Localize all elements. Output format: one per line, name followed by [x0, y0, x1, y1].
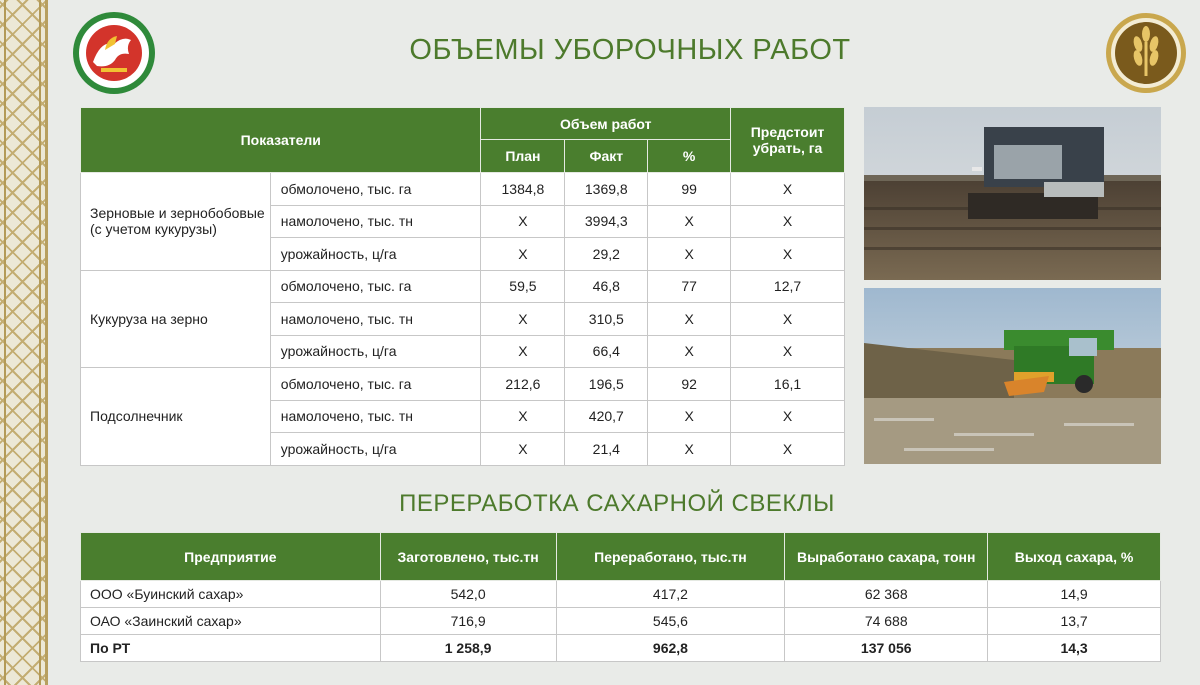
fact-value: 29,2: [565, 238, 648, 271]
table-row: [81, 173, 845, 206]
table-row: [81, 368, 845, 401]
processed-value: 417,2: [556, 581, 785, 608]
percent-value: 92: [648, 368, 731, 401]
harvested-value: 542,0: [380, 581, 556, 608]
metric-label: урожайность, ц/га: [270, 335, 481, 368]
metric-label: намолочено, тыс. тн: [270, 303, 481, 336]
percent-value: X: [648, 433, 731, 466]
header-processed: Переработано, тыс.тн: [556, 533, 785, 581]
header-harvested: Заготовлено, тыс.тн: [380, 533, 556, 581]
fact-value: 21,4: [565, 433, 648, 466]
percent-value: 77: [648, 270, 731, 303]
metric-label: намолочено, тыс. тн: [270, 400, 481, 433]
plan-value: 59,5: [481, 270, 565, 303]
sugar-output-value: 137 056: [785, 635, 988, 662]
table-row-total: [81, 635, 1161, 662]
fact-value: 66,4: [565, 335, 648, 368]
fact-value: 1369,8: [565, 173, 648, 206]
decorative-border-ornament: [0, 0, 48, 685]
header-sugar-output: Выработано сахара, тонн: [785, 533, 988, 581]
processed-value: 545,6: [556, 608, 785, 635]
plan-value: 212,6: [481, 368, 565, 401]
metric-label: урожайность, ц/га: [270, 238, 481, 271]
fact-value: 310,5: [565, 303, 648, 336]
page-title: ОБЪЕМЫ УБОРОЧНЫХ РАБОТ: [409, 34, 851, 66]
enterprise-name: ООО «Буинский сахар»: [81, 581, 381, 608]
percent-value: X: [648, 335, 731, 368]
percent-value: X: [648, 238, 731, 271]
header-remaining: Предстоит убрать, га: [731, 108, 845, 173]
processed-value: 962,8: [556, 635, 785, 662]
plan-value: X: [481, 433, 565, 466]
crop-name: Зерновые и зернобобовые (с учетом кукурузы): [81, 173, 271, 271]
plan-value: X: [481, 238, 565, 271]
remaining-value: 12,7: [731, 270, 845, 303]
combine-harvester-sunflower-field-photo: [864, 107, 1161, 280]
metric-label: урожайность, ц/га: [270, 433, 481, 466]
harvested-value: 1 258,9: [380, 635, 556, 662]
plan-value: X: [481, 400, 565, 433]
percent-value: 99: [648, 173, 731, 206]
header-plan: План: [481, 140, 565, 173]
sugar-beet-processing-table: [80, 532, 1161, 662]
harvested-value: 716,9: [380, 608, 556, 635]
percent-value: X: [648, 303, 731, 336]
metric-label: обмолочено, тыс. га: [270, 368, 481, 401]
percent-value: X: [648, 205, 731, 238]
remaining-value: X: [731, 335, 845, 368]
yield-value: 14,3: [988, 635, 1161, 662]
table-row: [81, 270, 845, 303]
crop-name: Подсолнечник: [81, 368, 271, 466]
plan-value: 1384,8: [481, 173, 565, 206]
remaining-value: X: [731, 400, 845, 433]
metric-label: намолочено, тыс. тн: [270, 205, 481, 238]
crop-name: Кукуруза на зерно: [81, 270, 271, 368]
green-combine-harvester-corn-field-photo: [864, 288, 1161, 464]
plan-value: X: [481, 205, 565, 238]
remaining-value: X: [731, 238, 845, 271]
harvest-volume-table: [80, 107, 845, 466]
enterprise-name: По РТ: [81, 635, 381, 662]
yield-value: 13,7: [988, 608, 1161, 635]
sugar-output-value: 62 368: [785, 581, 988, 608]
header-volume: Объем работ: [481, 108, 731, 140]
fact-value: 420,7: [565, 400, 648, 433]
percent-value: X: [648, 400, 731, 433]
metric-label: обмолочено, тыс. га: [270, 173, 481, 206]
fact-value: 3994,3: [565, 205, 648, 238]
header-percent: %: [648, 140, 731, 173]
plan-value: X: [481, 303, 565, 336]
sugar-output-value: 74 688: [785, 608, 988, 635]
fact-value: 196,5: [565, 368, 648, 401]
header-yield: Выход сахара, %: [988, 533, 1161, 581]
table-row: [81, 581, 1161, 608]
plan-value: X: [481, 335, 565, 368]
header-fact: Факт: [565, 140, 648, 173]
header-enterprise: Предприятие: [81, 533, 381, 581]
remaining-value: X: [731, 303, 845, 336]
metric-label: обмолочено, тыс. га: [270, 270, 481, 303]
table-row: [81, 608, 1161, 635]
header-indicators: Показатели: [81, 108, 481, 173]
remaining-value: X: [731, 205, 845, 238]
fact-value: 46,8: [565, 270, 648, 303]
remaining-value: 16,1: [731, 368, 845, 401]
yield-value: 14,9: [988, 581, 1161, 608]
remaining-value: X: [731, 433, 845, 466]
remaining-value: X: [731, 173, 845, 206]
section-title-sugar-beet: ПЕРЕРАБОТКА САХАРНОЙ СВЕКЛЫ: [399, 490, 835, 517]
enterprise-name: ОАО «Заинский сахар»: [81, 608, 381, 635]
